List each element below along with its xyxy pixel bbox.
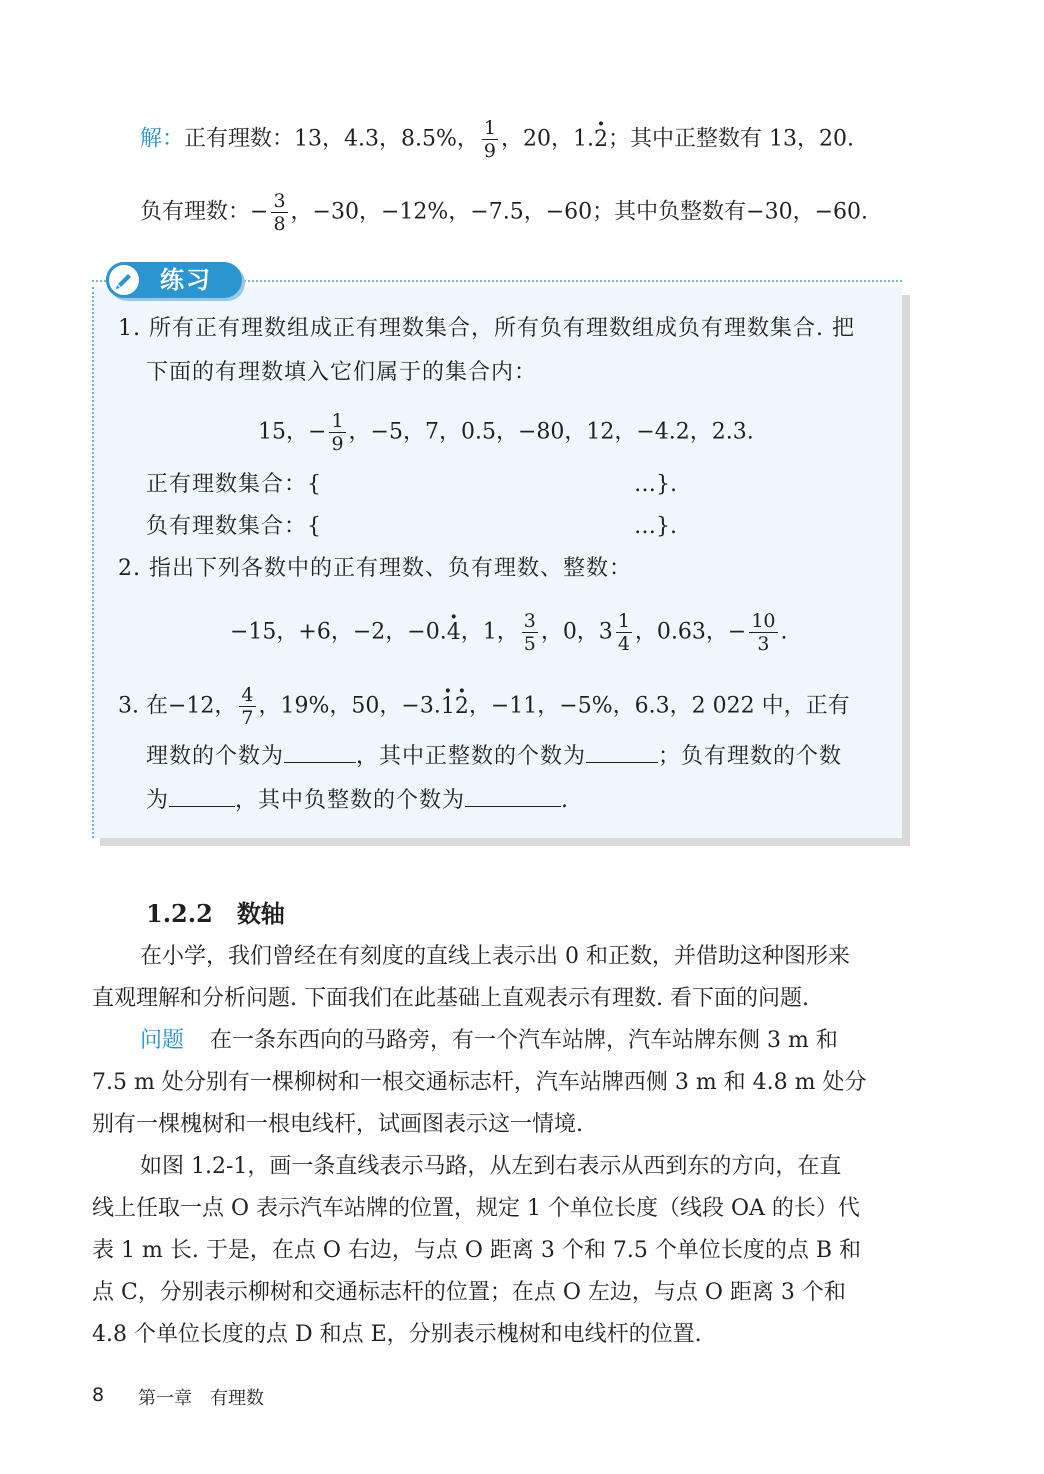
fraction: $\frac{3}{5}$: [523, 610, 536, 655]
answer-blank[interactable]: [586, 742, 658, 763]
q2-line1: 2. 指出下列各数中的正有理数、负有理数、整数：: [118, 556, 632, 581]
section-heading: [146, 898, 285, 930]
fraction: $\frac{1}{9}$: [331, 410, 344, 455]
exercise-badge-label: 练习: [160, 266, 212, 294]
fraction: $\frac{3}{8}$: [273, 190, 286, 235]
q3-line1: 3. 在−12， $\frac{4}{7}$ ，19%，50，−3.· 1· 2，−11，−5%，6.3，2 022 中，正有: [118, 684, 850, 729]
negative-set-label: 负有理数集合：{: [146, 514, 322, 539]
repeating-digit: · 2: [455, 692, 469, 722]
negative-set-end: …}.: [634, 514, 677, 539]
q3-line3: 为 ，其中负整数的个数为 .: [146, 788, 570, 813]
q1-line1: 1. 所有正有理数组成正有理数集合，所有负有理数组成负有理数集合. 把: [118, 316, 855, 341]
positive-set-label: 正有理数集合：{: [146, 472, 322, 497]
paragraph-line: 线上任取一点 O 表示汽车站牌的位置，规定 1 个单位长度（线段 OA 的长）代: [92, 1196, 860, 1221]
pencil-icon: [106, 262, 142, 298]
page-number: 8: [92, 1384, 105, 1406]
paragraph-line: 4.8 个单位长度的点 D 和点 E，分别表示槐树和电线杆的位置.: [92, 1322, 702, 1347]
repeating-digit: · 2: [594, 125, 608, 155]
answer-blank[interactable]: [169, 786, 235, 807]
paragraph-line: 点 C，分别表示柳树和交通标志杆的位置；在点 O 左边，与点 O 距离 3 个和: [92, 1280, 846, 1305]
paragraph-line: 在小学，我们曾经在有刻度的直线上表示出 0 和正数，并借助这种图形来: [140, 944, 850, 969]
q1-number-list: 15，− $\frac{1}{9}$ ，−5，7，0.5，−80，12，−4.2，2.3.: [258, 410, 754, 455]
solution-negative-line: 负有理数：− $\frac{3}{8}$ ，−30，−12%，−7.5，−60；其中负整数有−30，−60.: [140, 190, 868, 235]
paragraph-line: 表 1 m 长. 于是，在点 O 右边，与点 O 距离 3 个和 7.5 个单位长度的点 B 和: [92, 1238, 861, 1263]
fraction: $\frac{10}{3}$: [751, 610, 776, 655]
chapter-title: 第一章 有理数: [138, 1388, 264, 1409]
q3-line2: 理数的个数为 ，其中正整数的个数为 ；负有理数的个数: [146, 744, 843, 769]
fraction: $\frac{1}{9}$: [483, 117, 496, 162]
solution-label: 解：: [140, 126, 185, 152]
problem-label: 问题: [140, 1028, 185, 1053]
section-title: 数轴: [236, 900, 285, 928]
repeating-digit: · 4: [447, 618, 461, 648]
repeating-digit: · 1: [441, 692, 455, 722]
fraction: $\frac{4}{7}$: [241, 684, 254, 729]
answer-blank[interactable]: [284, 742, 356, 763]
q1-line2: 下面的有理数填入它们属于的集合内：: [146, 360, 538, 385]
answer-blank[interactable]: [465, 786, 561, 807]
paragraph-line: 直观理解和分析问题. 下面我们在此基础上直观表示有理数. 看下面的问题.: [92, 986, 809, 1011]
problem-line-1: 问题 在一条东西向的马路旁，有一个汽车站牌，汽车站牌东侧 3 m 和: [140, 1028, 838, 1053]
fraction: $\frac{1}{4}$: [617, 610, 630, 655]
paragraph-line: 7.5 m 处分别有一棵柳树和一根交通标志杆，汽车站牌西侧 3 m 和 4.8 m 处分: [92, 1070, 867, 1095]
paragraph-line: 如图 1.2-1，画一条直线表示马路，从左到右表示从西到东的方向，在直: [140, 1154, 842, 1179]
solution-positive-line: 解：正有理数：13，4.3，8.5%， $\frac{1}{9}$ ，20，1.· 2；其中正整数有 13，20.: [140, 117, 854, 162]
q2-number-list: −15，+6，−2，−0.· 4，1， $\frac{3}{5}$ ，0，3 $\frac{1}{4}$ ，0.63，− $\frac{10}{3}$ .: [230, 610, 788, 655]
paragraph-line: 别有一棵槐树和一根电线杆，试画图表示这一情境.: [92, 1112, 583, 1137]
section-number: 1.2.2: [146, 899, 213, 928]
positive-set-end: …}.: [634, 472, 677, 497]
